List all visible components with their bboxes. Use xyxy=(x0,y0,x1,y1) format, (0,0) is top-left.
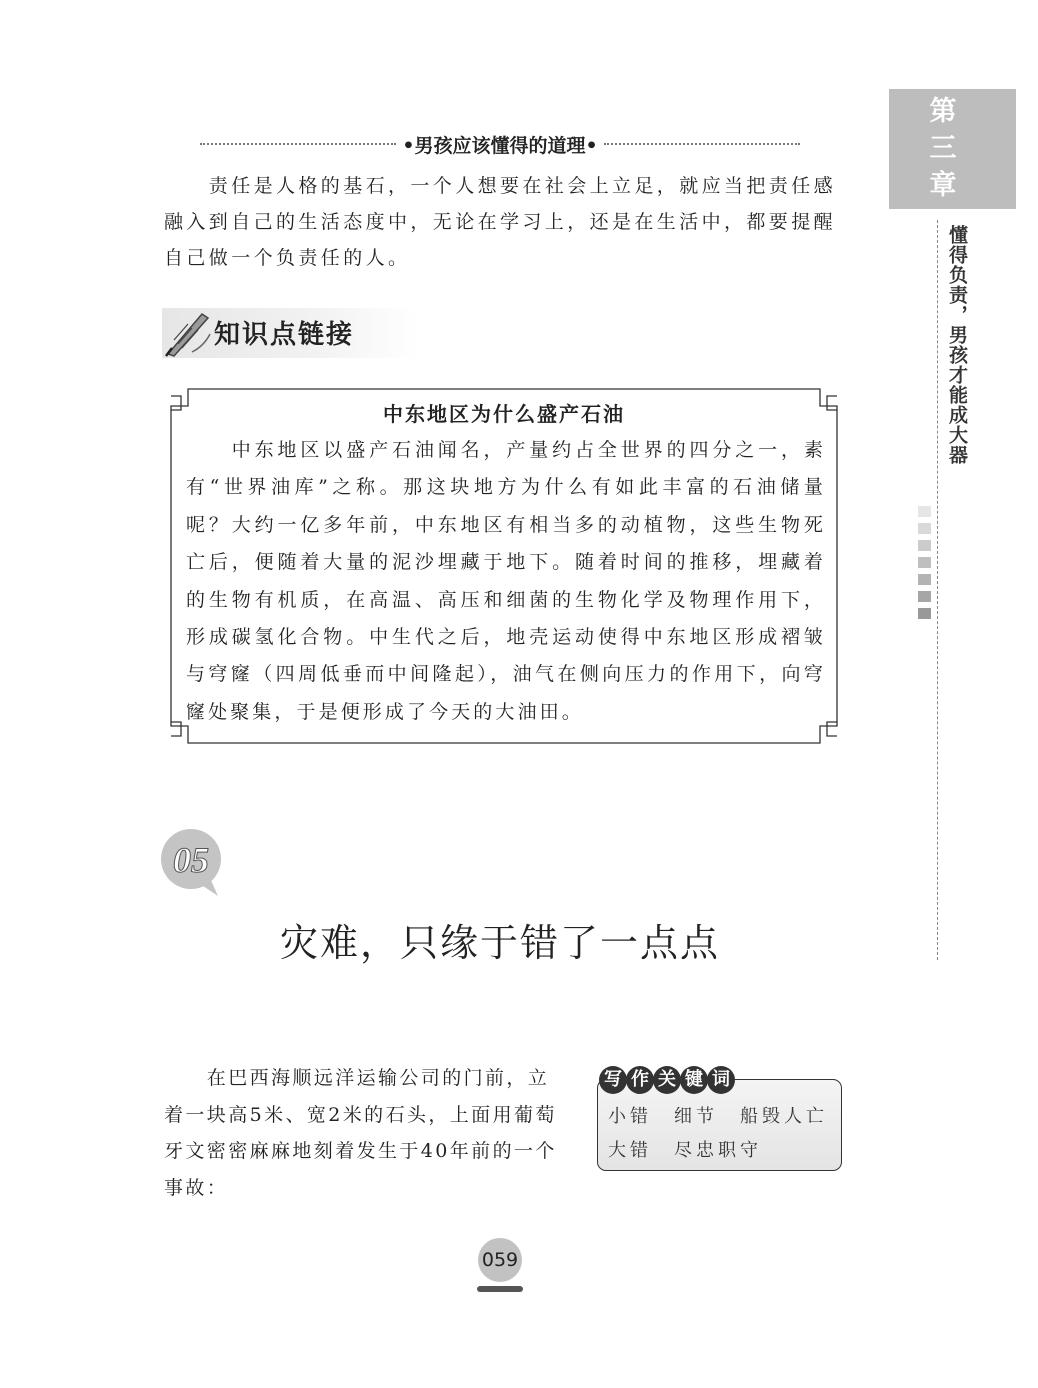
writing-keywords-label xyxy=(599,1066,734,1094)
deco-square xyxy=(918,506,931,517)
knowledge-box xyxy=(170,388,838,744)
page-number-underline xyxy=(477,1286,523,1292)
section-number: 05 xyxy=(173,840,209,880)
chapter-char: 章 xyxy=(929,170,957,201)
chapter-tab-chars xyxy=(925,93,961,204)
section-number-badge xyxy=(160,826,226,898)
header-dots-left xyxy=(200,143,396,145)
running-header-title: •男孩应该懂得的道理• xyxy=(402,134,598,157)
keyword-label-char: 作 xyxy=(626,1066,654,1094)
chapter-tab xyxy=(889,89,1016,209)
knowledge-link-label: 知识点链接 xyxy=(214,320,355,350)
deco-square xyxy=(918,540,931,551)
section-title: 灾难，只缘于错了一点点 xyxy=(279,921,720,965)
page-number: 059 xyxy=(478,1238,522,1282)
keyword-label-char: 关 xyxy=(653,1066,681,1094)
keyword-label-char: 写 xyxy=(599,1066,627,1094)
side-dashed-line xyxy=(937,220,938,960)
quill-pen-icon xyxy=(162,308,214,358)
deco-square xyxy=(918,557,931,568)
knowledge-box-title: 中东地区为什么盛产石油 xyxy=(383,402,625,426)
header-dots-right xyxy=(604,143,800,145)
keyword-label-char: 键 xyxy=(680,1066,708,1094)
knowledge-link-heading xyxy=(162,308,417,358)
story-paragraph: 在巴西海顺远洋运输公司的门前，立着一块高5米、宽2米的石头，上面用葡萄牙文密密麻麻地刻着发生于40年前的一个事故： xyxy=(164,1067,557,1199)
chapter-title: 懂得负责，男孩才能成大器 xyxy=(946,225,968,465)
keyword-line-2: 大错 尽忠职守 xyxy=(608,1140,762,1161)
keyword-line-1: 小错 细节 船毁人亡 xyxy=(608,1106,828,1127)
chapter-char: 三 xyxy=(929,133,957,164)
decorative-squares xyxy=(918,506,931,625)
running-header xyxy=(200,128,800,160)
knowledge-box-text: 中东地区以盛产石油闻名，产量约占全世界的四分之一，素有“世界油库”之称。那这块地方为什么有如此丰富的石油储量呢？大约一亿多年前，中东地区有相当多的动植物，这些生物死亡后，便随着大量的泥沙埋藏于地下。随着时间的推移，埋藏着的生物有机质，在高温、高压和细菌的生物化学及物理作用下，形成碳氢化合物。中生代之后，地壳运动使得中东地区形成褶皱与穹窿（四周低垂而中间隆起），油气在侧向压力的作用下，向穹窿处聚集，于是便形成了今天的大油田。 xyxy=(186,439,826,723)
chapter-char: 第 xyxy=(929,96,957,127)
deco-square xyxy=(918,574,931,585)
deco-square xyxy=(918,523,931,534)
keyword-label-char: 词 xyxy=(707,1066,735,1094)
deco-square xyxy=(918,591,931,602)
deco-square xyxy=(918,608,931,619)
intro-paragraph: 责任是人格的基石，一个人想要在社会上立足，就应当把责任感融入到自己的生活态度中，无论在学习上，还是在生活中，都要提醒自己做一个负责任的人。 xyxy=(164,175,837,269)
